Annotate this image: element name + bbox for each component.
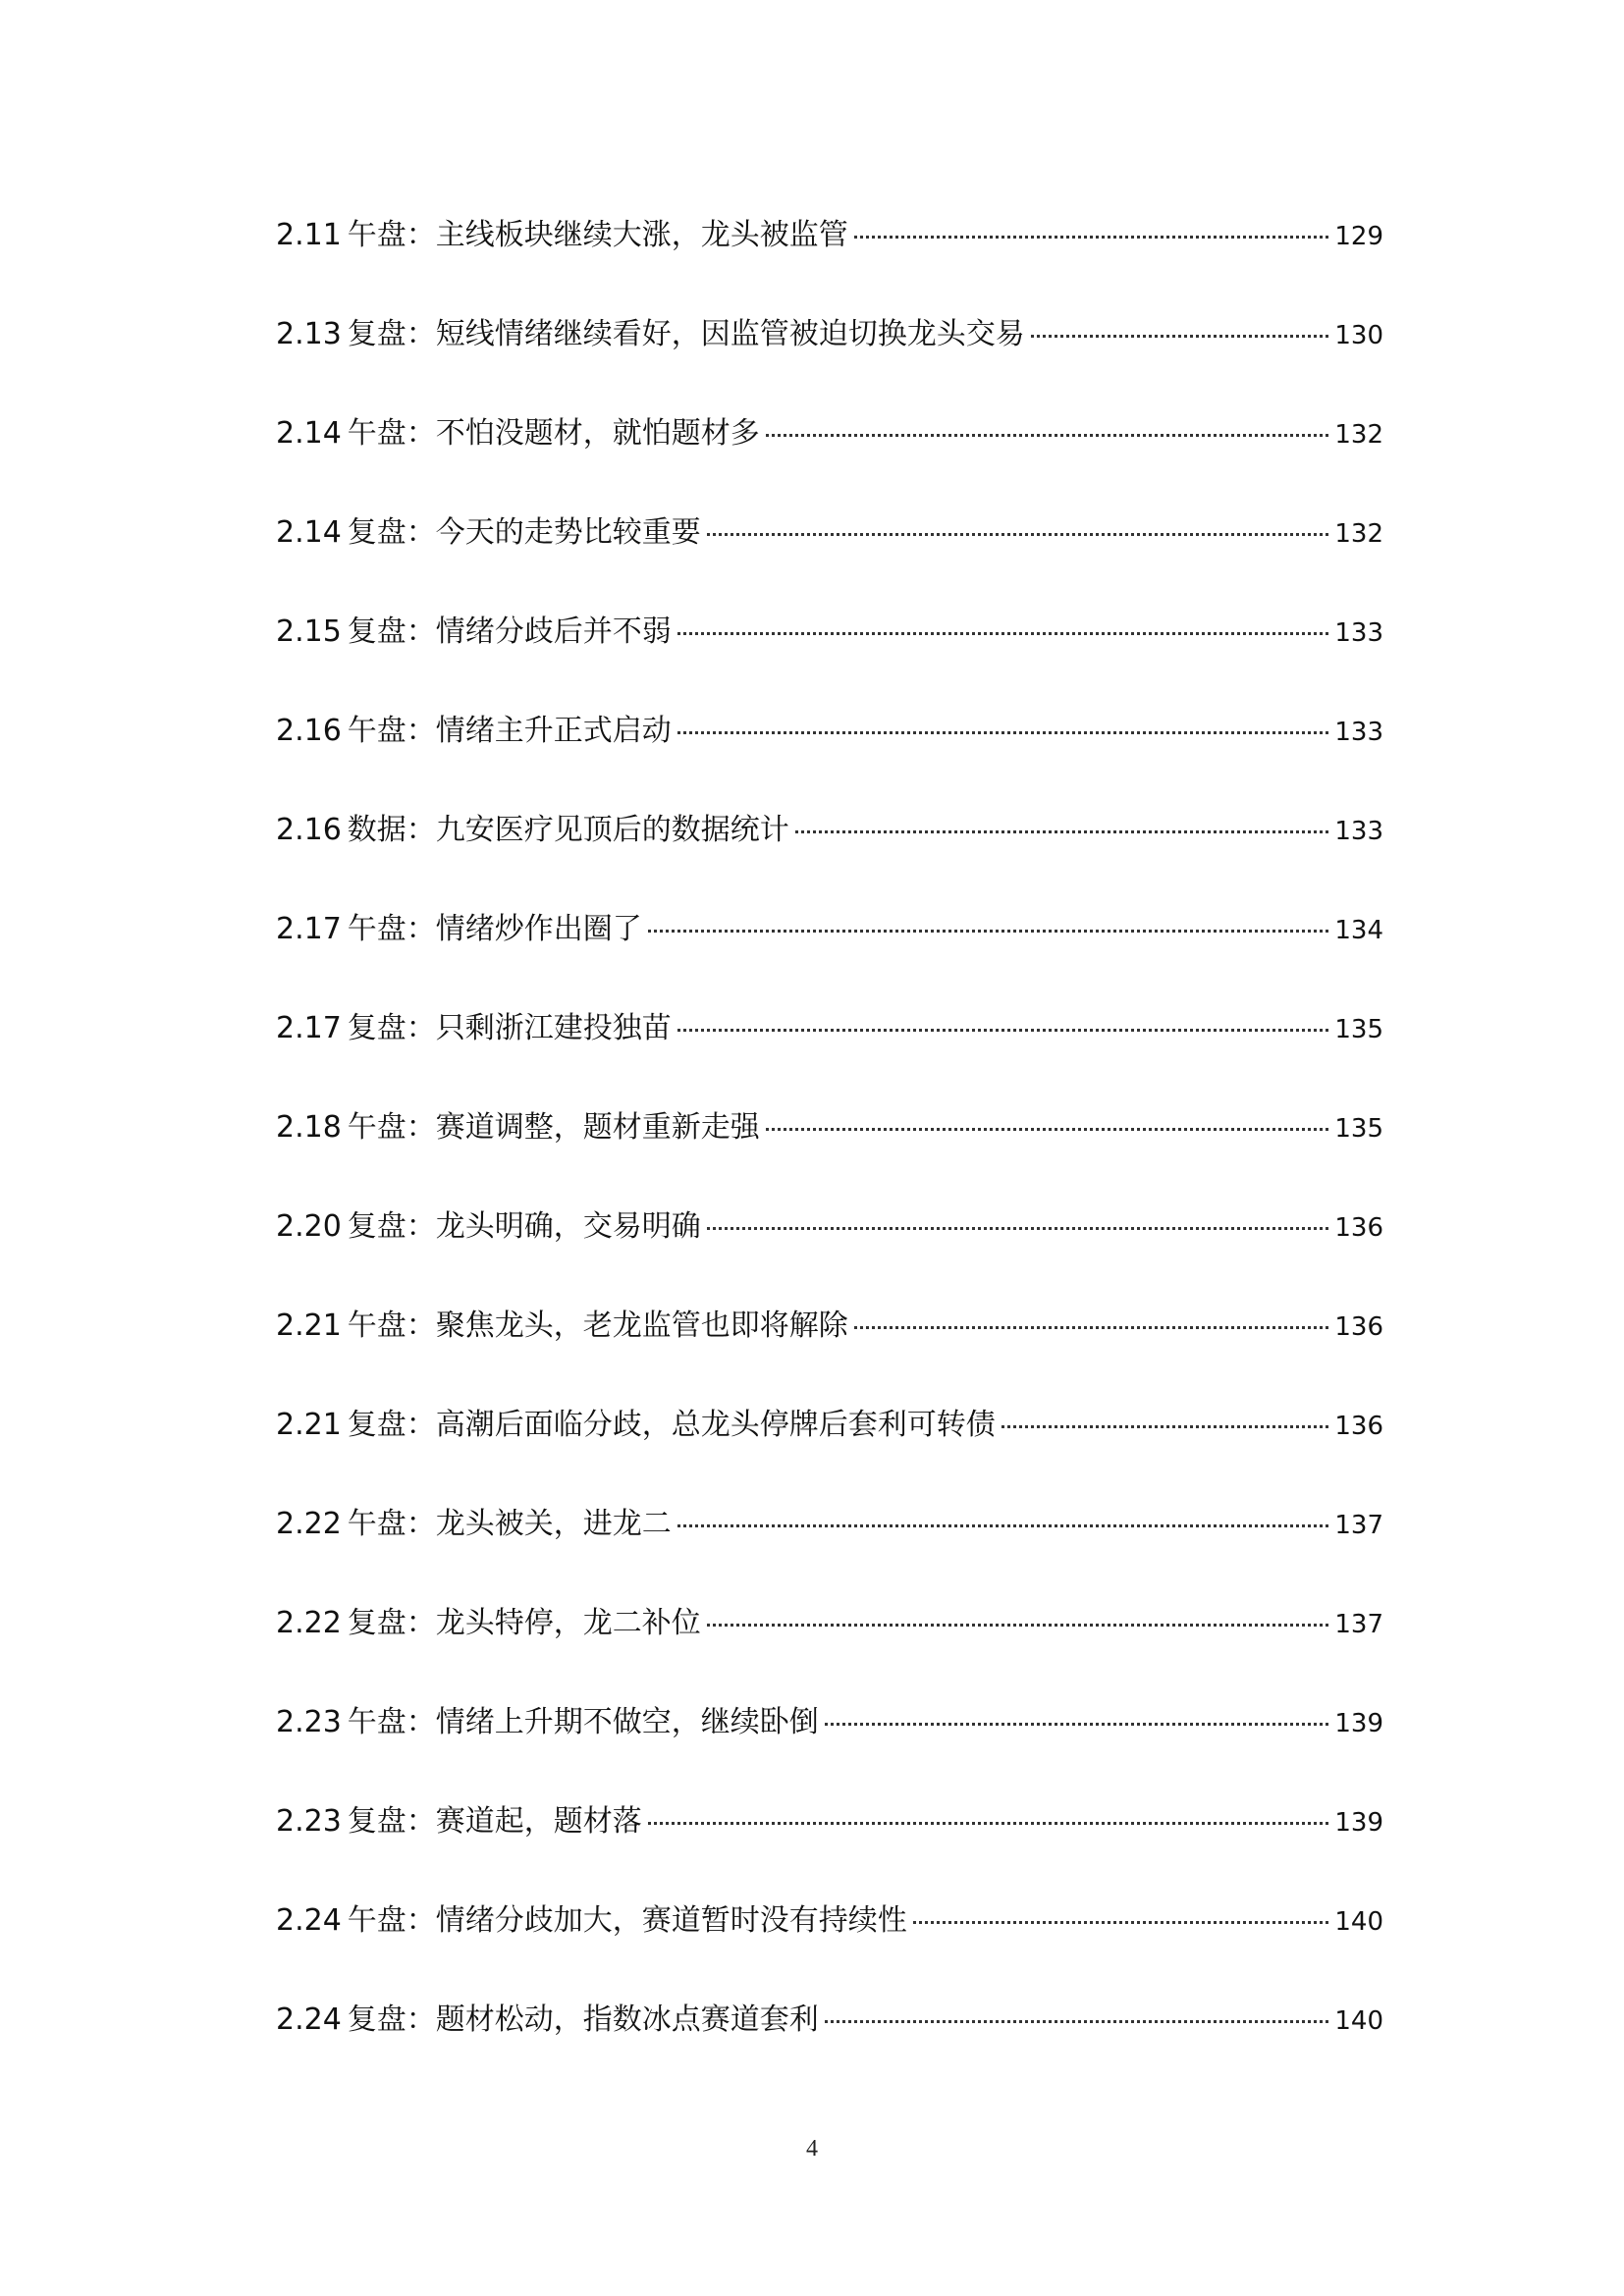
toc-entry-date: 2.23: [276, 1705, 342, 1739]
toc-entry-separator: ：: [406, 1507, 436, 1541]
toc-entry-separator: ：: [406, 515, 436, 550]
toc-entry-page-number: 137: [1334, 1610, 1383, 1639]
toc-entry-date: 2.13: [276, 317, 342, 351]
toc-entry-type: 复盘: [347, 1606, 406, 1640]
toc-entry-page-number: 136: [1334, 1412, 1383, 1441]
toc-entry-title: 今天的走势比较重要: [435, 515, 701, 550]
toc-dot-leader: [854, 1326, 1329, 1329]
toc-entry-type: 午盘: [347, 1110, 406, 1145]
toc-entry-type: 复盘: [347, 515, 406, 550]
toc-entry-title: 题材松动，指数冰点赛道套利: [435, 2002, 819, 2037]
table-of-contents: [276, 208, 1383, 2092]
toc-entry-title: 赛道起，题材落: [435, 1804, 642, 1839]
toc-entry-page-number: 139: [1334, 1709, 1383, 1738]
toc-entry-separator: ：: [406, 1408, 436, 1442]
toc-entry[interactable]: [276, 1695, 1383, 1794]
toc-entry-type: 午盘: [347, 1705, 406, 1739]
toc-entry-title: 九安医疗见顶后的数据统计: [435, 813, 789, 847]
toc-entry-type: 复盘: [347, 1804, 406, 1839]
toc-dot-leader: [1001, 1425, 1329, 1428]
toc-entry-date: 2.24: [276, 2002, 342, 2037]
toc-entry-title: 龙头特停，龙二补位: [435, 1606, 701, 1640]
toc-entry-title: 不怕没题材，就怕题材多: [435, 416, 760, 451]
toc-entry[interactable]: [276, 902, 1383, 1001]
toc-entry-date: 2.11: [276, 218, 342, 252]
toc-entry[interactable]: [276, 406, 1383, 506]
toc-entry-date: 2.18: [276, 1110, 342, 1145]
toc-entry[interactable]: [276, 1100, 1383, 1200]
toc-entry-page-number: 133: [1334, 618, 1383, 648]
toc-entry-title: 龙头被关，进龙二: [435, 1507, 672, 1541]
toc-entry[interactable]: [276, 1200, 1383, 1299]
toc-entry-type: 午盘: [347, 1903, 406, 1938]
toc-entry-page-number: 129: [1334, 222, 1383, 251]
toc-entry-separator: ：: [406, 614, 436, 649]
toc-entry-date: 2.21: [276, 1408, 342, 1442]
toc-entry-date: 2.16: [276, 813, 342, 847]
toc-entry[interactable]: [276, 1794, 1383, 1894]
toc-entry-separator: ：: [406, 2002, 436, 2037]
toc-entry-title: 高潮后面临分歧，总龙头停牌后套利可转债: [435, 1408, 996, 1442]
toc-entry-separator: ：: [406, 1209, 436, 1244]
toc-entry-type: 数据: [347, 813, 406, 847]
toc-entry-type: 午盘: [347, 1507, 406, 1541]
toc-dot-leader: [766, 434, 1329, 437]
toc-entry-type: 复盘: [347, 2002, 406, 2037]
toc-entry-page-number: 132: [1334, 420, 1383, 450]
toc-entry[interactable]: [276, 1894, 1383, 1993]
toc-entry-separator: ：: [406, 1606, 436, 1640]
toc-entry-type: 复盘: [347, 1011, 406, 1045]
toc-entry-separator: ：: [406, 912, 436, 946]
toc-entry-type: 午盘: [347, 416, 406, 451]
toc-entry-page-number: 133: [1334, 718, 1383, 747]
toc-entry-title: 赛道调整，题材重新走强: [435, 1110, 760, 1145]
toc-entry-date: 2.14: [276, 515, 342, 550]
toc-entry-title: 只剩浙江建投独苗: [435, 1011, 672, 1045]
toc-entry-page-number: 140: [1334, 1907, 1383, 1937]
toc-dot-leader: [677, 731, 1329, 734]
toc-entry-date: 2.22: [276, 1507, 342, 1541]
toc-dot-leader: [677, 1029, 1329, 1032]
toc-entry-date: 2.14: [276, 416, 342, 451]
toc-dot-leader: [1031, 335, 1329, 338]
toc-entry-page-number: 133: [1334, 817, 1383, 846]
toc-entry-separator: ：: [406, 218, 436, 252]
toc-entry-page-number: 136: [1334, 1312, 1383, 1342]
toc-entry[interactable]: [276, 1001, 1383, 1100]
toc-entry-title: 情绪上升期不做空，继续卧倒: [435, 1705, 819, 1739]
toc-entry-date: 2.23: [276, 1804, 342, 1839]
toc-entry-type: 复盘: [347, 614, 406, 649]
toc-entry[interactable]: [276, 1596, 1383, 1695]
toc-entry-separator: ：: [406, 416, 436, 451]
toc-dot-leader: [766, 1128, 1329, 1131]
toc-entry-date: 2.17: [276, 912, 342, 946]
toc-entry-separator: ：: [406, 317, 436, 351]
toc-entry-separator: ：: [406, 1308, 436, 1343]
page-number: 4: [806, 2136, 818, 2162]
toc-entry[interactable]: [276, 605, 1383, 704]
toc-entry-date: 2.20: [276, 1209, 342, 1244]
toc-entry-type: 复盘: [347, 1408, 406, 1442]
toc-entry-date: 2.17: [276, 1011, 342, 1045]
toc-entry-page-number: 135: [1334, 1015, 1383, 1044]
toc-entry-type: 复盘: [347, 317, 406, 351]
toc-entry-page-number: 130: [1334, 321, 1383, 350]
toc-entry-page-number: 139: [1334, 1808, 1383, 1838]
toc-entry-date: 2.21: [276, 1308, 342, 1343]
toc-entry-separator: ：: [406, 1110, 436, 1145]
toc-entry-title: 情绪分歧加大，赛道暂时没有持续性: [435, 1903, 907, 1938]
toc-entry-page-number: 135: [1334, 1114, 1383, 1144]
toc-entry-title: 主线板块继续大涨，龙头被监管: [435, 218, 848, 252]
toc-entry-type: 午盘: [347, 1308, 406, 1343]
toc-dot-leader: [825, 2020, 1329, 2023]
toc-entry-separator: ：: [406, 1804, 436, 1839]
toc-entry[interactable]: [276, 704, 1383, 803]
toc-dot-leader: [854, 236, 1329, 239]
toc-entry-date: 2.22: [276, 1606, 342, 1640]
toc-entry-title: 聚焦龙头，老龙监管也即将解除: [435, 1308, 848, 1343]
toc-entry-page-number: 140: [1334, 2006, 1383, 2036]
toc-dot-leader: [648, 1822, 1329, 1825]
toc-dot-leader: [707, 1624, 1329, 1627]
toc-entry-title: 情绪分歧后并不弱: [435, 614, 672, 649]
toc-entry-page-number: 134: [1334, 916, 1383, 945]
toc-entry-date: 2.24: [276, 1903, 342, 1938]
toc-entry-page-number: 137: [1334, 1511, 1383, 1540]
toc-dot-leader: [825, 1723, 1329, 1726]
toc-entry-type: 复盘: [347, 1209, 406, 1244]
toc-entry-type: 午盘: [347, 218, 406, 252]
toc-dot-leader: [795, 830, 1329, 833]
toc-entry-page-number: 132: [1334, 519, 1383, 549]
toc-dot-leader: [648, 930, 1329, 933]
toc-entry-date: 2.16: [276, 714, 342, 748]
toc-entry[interactable]: [276, 1299, 1383, 1398]
toc-entry-title: 情绪炒作出圈了: [435, 912, 642, 946]
toc-entry-page-number: 136: [1334, 1213, 1383, 1243]
toc-entry[interactable]: [276, 208, 1383, 307]
toc-entry[interactable]: [276, 506, 1383, 605]
toc-dot-leader: [913, 1921, 1329, 1924]
toc-entry[interactable]: [276, 803, 1383, 902]
toc-dot-leader: [707, 533, 1329, 536]
toc-entry-date: 2.15: [276, 614, 342, 649]
toc-entry[interactable]: [276, 307, 1383, 406]
toc-dot-leader: [707, 1227, 1329, 1230]
toc-entry[interactable]: [276, 1497, 1383, 1596]
toc-entry-title: 龙头明确，交易明确: [435, 1209, 701, 1244]
toc-entry-title: 短线情绪继续看好，因监管被迫切换龙头交易: [435, 317, 1025, 351]
toc-entry[interactable]: [276, 1993, 1383, 2092]
toc-dot-leader: [677, 1524, 1329, 1527]
toc-entry[interactable]: [276, 1398, 1383, 1497]
toc-entry-separator: ：: [406, 714, 436, 748]
toc-entry-separator: ：: [406, 1011, 436, 1045]
toc-entry-separator: ：: [406, 1705, 436, 1739]
toc-entry-separator: ：: [406, 813, 436, 847]
toc-dot-leader: [677, 632, 1329, 635]
toc-entry-type: 午盘: [347, 912, 406, 946]
toc-entry-type: 午盘: [347, 714, 406, 748]
toc-entry-separator: ：: [406, 1903, 436, 1938]
toc-entry-title: 情绪主升正式启动: [435, 714, 672, 748]
